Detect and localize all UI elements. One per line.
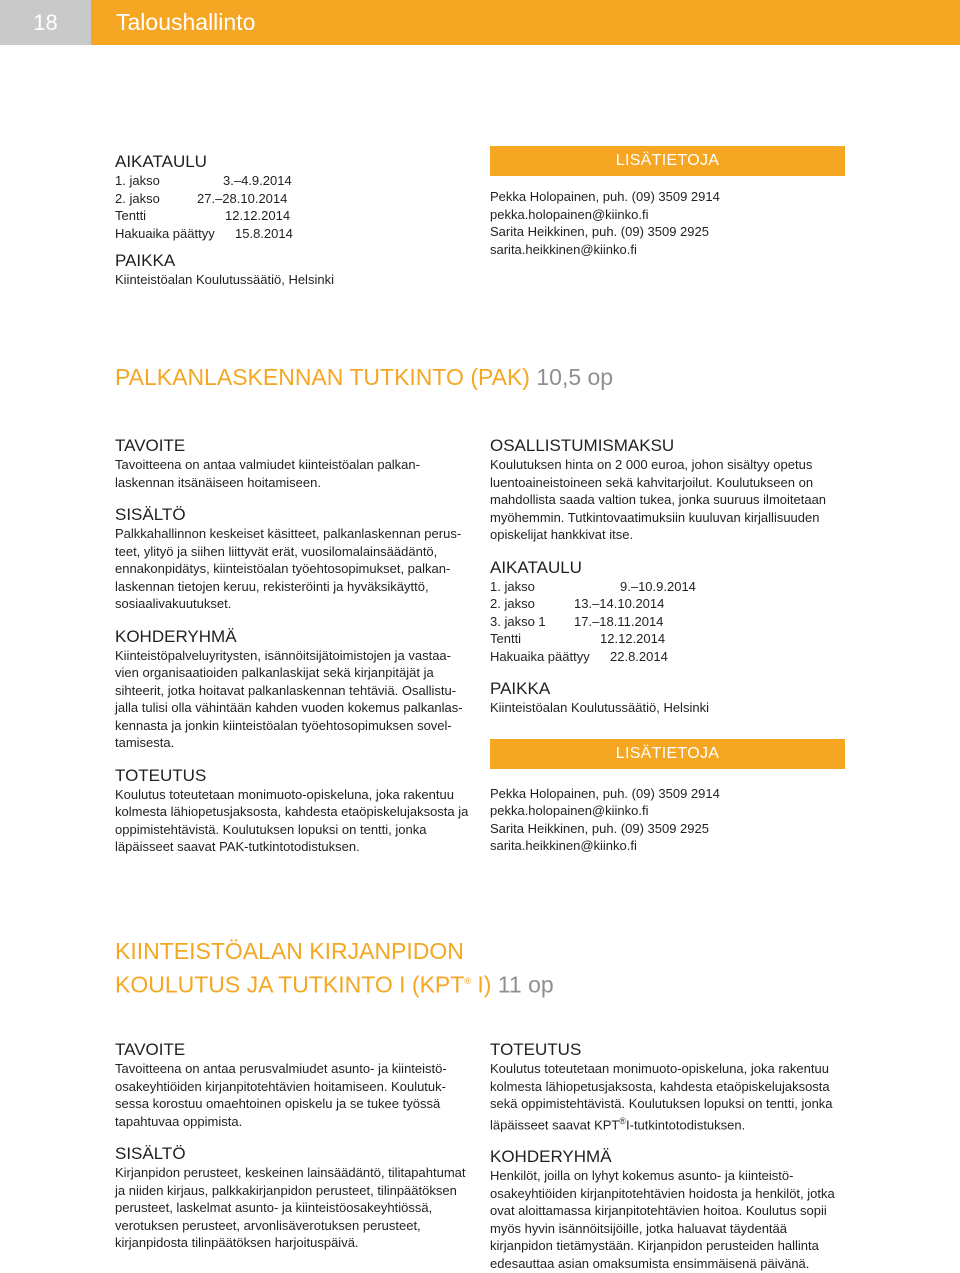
place-heading: PAIKKA [115,251,176,270]
top-schedule-block [115,152,470,289]
chapter-title: Taloushallinto [91,0,960,45]
tavoite-text: Tavoitteena on antaa valmiudet kiinteistöalan palkanlaskennan itsänäiseen hoitamiseen. [115,457,420,490]
kohderyhma-heading: KOHDERYHMÄ [490,1147,612,1167]
maksu-heading: OSALLISTUMISMAKSU [490,436,675,455]
place-text: Kiinteistöalan Koulutussäätiö, Helsinki [115,272,334,287]
schedule-list [490,578,845,666]
info-line: Pekka Holopainen, puh. (09) 3509 2914 [490,189,720,204]
sisalto-heading: SISÄLTÖ [115,1144,186,1163]
info-bar: LISÄTIETOJA [490,739,845,769]
info-email[interactable]: pekka.holopainen@kiinko.fi [490,803,649,818]
schedule-row: 2. jakso 13.–14.10.2014 [490,596,665,611]
pak-credits: 10,5 op [536,364,614,390]
kpt-credits: 11 op [497,971,554,998]
sisalto-heading: SISÄLTÖ [115,505,186,524]
kpt-right-column [490,1040,845,1272]
place-heading: PAIKKA [490,679,551,698]
tavoite-heading: TAVOITE [115,1040,186,1059]
kpt-left-column [115,1040,470,1252]
toteutus-text: Koulutus toteutetaan monimuoto-opiskeluna, joka rakentuu kolmesta lähiopetusjaksosta, kahdesta etaöpiskelujaksosta sekä oppimistehtävistä. Koulutuksen lopuksi on tentti, jonka läpäisseet saavat KPT®I-tutkintotodistuksen. [490,1061,833,1132]
registered-mark: ® [619,1115,626,1126]
schedule-heading: AIKATAULU [490,557,582,577]
toteutus-text: Koulutus toteutetaan monimuoto-opiskeluna, joka rakentuu kolmesta lähiopetusjaksosta, kahdesta etaöpiskelujaksosta ja oppimistehtävistä. Koulutuksen lopuksi on tentti, jonka läpäisseet saavat PAK-tutkintotodistuksen. [115,786,469,854]
schedule-row: 1. jakso 3.–4.9.2014 [115,173,292,188]
toteutus-heading: TOTEUTUS [115,765,207,785]
kohderyhma-text: Kiinteistöpalveluyritysten, isännöitsijätoimistojen ja vastaavien organisaatioiden palkanlaskijat sekä kirjanpitäjät ja sihteerit, jotka hoitavat palkanlaskennan tehtäviä. Osallistujalla tulisi olla vähintään kahden vuoden kokemus palkanlaskennasta ja jonkin kiinteistöalan työehtosopimuksen soveltamisesta. [115,647,463,750]
kohderyhma-text: Henkilöt, joilla on lyhyt kokemus asunto- ja kiinteistöosakeyhtiöiden kirjanpitotehtävien hoidosta ja henkilöt, jotka ovat aloittamassa kirjanpitotehtävien hoitoa. Koulutus sopii myös hyvin isännöitsijöille, jotka haluavat täydentää kirjanpidon tietämystään. Kirjanpidon perusteiden hallinta edesauttaa asian omaksumista ensimmäisenä päivänä. [490,1168,835,1271]
toteutus-heading: TOTEUTUS [490,1040,582,1059]
info-line: Sarita Heikkinen, puh. (09) 3509 2925 [490,820,709,836]
pak-title-text: PALKANLASKENNAN TUTKINTO (PAK) [115,364,530,390]
info-email[interactable]: sarita.heikkinen@kiinko.fi [490,838,637,853]
sisalto-text: Kirjanpidon perusteet, keskeinen lainsäädäntö, tilitapahtumat ja niiden kirjaus, palkkakirjanpidon perusteet, tilinpäätöksen perusteet, laskelmat asunto- ja kiinteistöosakeyhtiössä, verotuksen perusteet, arvonlisäverotuksen perusteet, kirjanpidosta tilinpäätöksen harjoituspäivä. [115,1165,466,1250]
maksu-text: Koulutuksen hinta on 2 000 euroa, johon sisältyy opetus luentoaineistoineen sekä kahvitarjoilut. Koulutukseen on mahdollista saada valtion tukea, jonka suuruus ilmoitetaan myöhemmin. Tutkintovaatimuksiin kuuluvan kirjallisuuden opiskelijat hankkivat itse. [490,457,827,542]
place-text: Kiinteistöalan Koulutussäätiö, Helsinki [490,700,709,715]
schedule-row: 3. jakso 1 17.–18.11.2014 [490,613,664,629]
kohderyhma-heading: KOHDERYHMÄ [115,626,237,646]
kpt-title-line2: KOULUTUS JA TUTKINTO I (KPT® I) 11 op [115,971,554,998]
registered-mark: ® [464,976,471,986]
page-number: 18 [0,0,91,45]
schedule-row: 2. jakso 27.–28.10.2014 [115,190,288,206]
kpt-title-line1: KIINTEISTÖALAN KIRJANPIDON [115,938,464,964]
tavoite-text: Tavoitteena on antaa perusvalmiudet asunto- ja kiinteistöosakeyhtiöiden kirjanpitotehtävien hoitamiseen. Koulutuksessa korostuu omaehtoinen opiskelu ja se tukee työssä tapahtuvaa oppimista. [115,1061,447,1129]
tavoite-heading: TAVOITE [115,436,186,455]
schedule-row: 1. jakso 9.–10.9.2014 [490,578,696,594]
info-email[interactable]: pekka.holopainen@kiinko.fi [490,206,649,222]
schedule-heading: AIKATAULU [115,152,207,171]
schedule-list [115,172,470,242]
schedule-row: Tentti 12.12.2014 [115,208,291,223]
sisalto-text: Palkkahallinnon keskeiset käsitteet, palkanlaskennan perusteet, ylityö ja siihen liittyvät erät, vuosilomalainsäädäntö, ennakonpidätys, kiinteistöalan työehtosopimukset, palkanlaskennan tietojen keruu, rekisteröinti ja hyväksikäyttö, sosiaalivakuutukset. [115,526,462,611]
pak-right-column [490,436,845,855]
info-bar: LISÄTIETOJA [490,146,845,176]
info-email[interactable]: sarita.heikkinen@kiinko.fi [490,241,637,257]
pak-title [115,362,613,392]
kpt-title [115,936,554,1000]
schedule-row: Tentti 12.12.2014 [490,631,666,646]
top-info-block [490,146,845,258]
pak-left-column [115,436,470,856]
schedule-row: Hakuaika päättyy 22.8.2014 [490,648,668,664]
info-line: Pekka Holopainen, puh. (09) 3509 2914 [490,785,720,801]
info-line: Sarita Heikkinen, puh. (09) 3509 2925 [490,224,709,239]
schedule-row: Hakuaika päättyy 15.8.2014 [115,225,293,241]
